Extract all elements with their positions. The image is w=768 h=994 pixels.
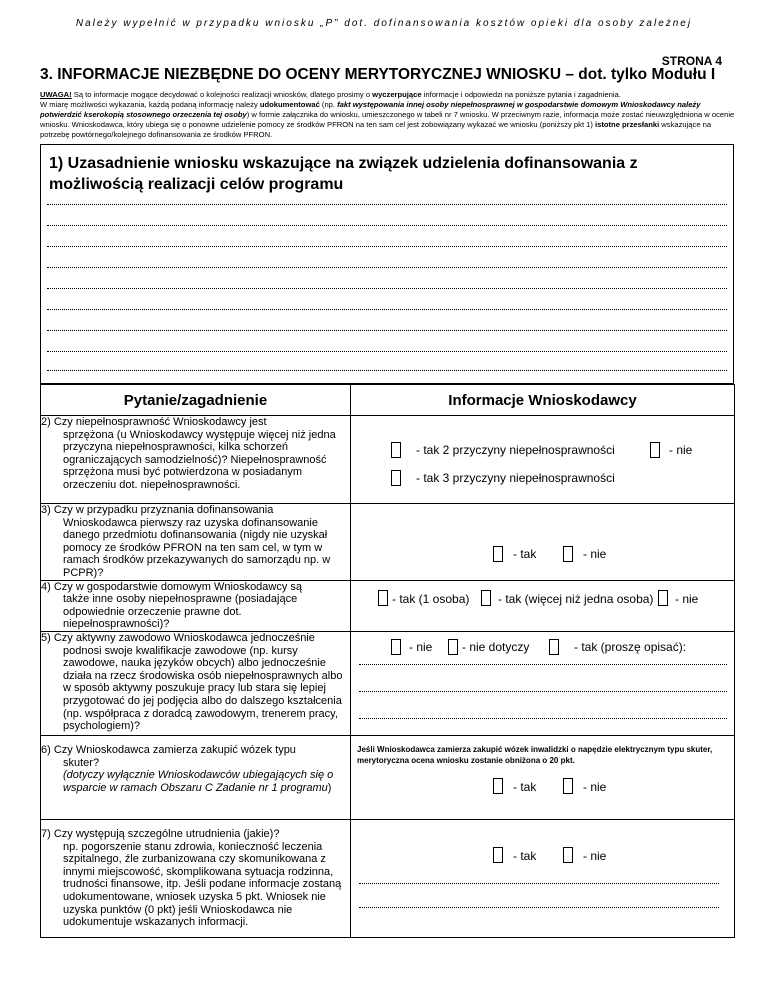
question-6: 6) Czy Wnioskodawca zamierza zakupić wózek typu skuter? (dotyczy wyłącznie Wnioskodawców ubiegających się o wsparcie w ramach Obszaru C Zadanie nr 1 programu): [41, 735, 351, 819]
page-number: STRONA 4: [661, 54, 722, 68]
questions-table: [40, 384, 735, 938]
justification-line[interactable]: [47, 350, 727, 352]
column-header-answer: Informacje Wnioskodawcy: [351, 385, 735, 416]
justification-line[interactable]: [47, 203, 727, 205]
question-2: 2) Czy niepełnosprawność Wnioskodawcy jest sprzężona (u Wnioskodawcy występuje więcej niż jedna przyczyna niepełnosprawności, kilka schorzeń ograniczających samodzielność)? Niepełnosprawność sprzężona musi być potwierdzona w posiadanym orzeczeniu dot. niepełnosprawności.: [41, 416, 351, 504]
scooter-warning: Jeśli Wnioskodawca zamierza zakupić wózek inwalidzki o napędzie elektrycznym typu skuter, merytoryczna ocena wniosku zostanie obniżona o 20 pkt.: [357, 744, 713, 765]
answer-2: - tak 2 przyczyny niepełnosprawności - nie - tak 3 przyczyny niepełnosprawności: [351, 416, 735, 504]
checkbox-q2-three-causes[interactable]: [391, 470, 401, 486]
checkbox-q4-no[interactable]: [658, 590, 668, 606]
form-instruction-note: Należy wypełnić w przypadku wniosku „P” dot. dofinansowania kosztów opieki dla osoby zależnej: [75, 18, 693, 29]
column-header-question: Pytanie/zagadnienie: [41, 385, 351, 416]
checkbox-q2-no[interactable]: [650, 442, 660, 458]
checkbox-q7-no[interactable]: [563, 847, 573, 863]
question-3: 3) Czy w przypadku przyznania dofinansowania Wnioskodawca pierwszy raz uzyska dofinansowanie danego przedmiotu dofinansowania (nigdy nie uzyskał pomocy ze środków PFRON na ten sam cel, w tym w ramach środków przekazywanych do samorządu np. w PCPR)?: [41, 504, 351, 581]
justification-line[interactable]: [47, 287, 727, 289]
justification-heading: 1) Uzasadnienie wniosku wskazujące na związek udzielenia dofinansowania z możliwością realizacji celów programu: [49, 155, 638, 193]
justification-line[interactable]: [47, 329, 727, 331]
justification-line[interactable]: [47, 369, 727, 371]
answer-5: - nie - nie dotyczy - tak (proszę opisać):: [351, 631, 735, 735]
checkbox-q5-yes[interactable]: [549, 639, 559, 655]
checkbox-q5-no[interactable]: [391, 639, 401, 655]
answer-7: - tak - nie: [351, 819, 735, 937]
checkbox-q4-one[interactable]: [378, 590, 388, 606]
answer-3: - tak - nie: [351, 504, 735, 581]
answer-4: - tak (1 osoba) - tak (więcej niż jedna osoba) - nie: [351, 580, 735, 631]
q7-description-line[interactable]: [359, 882, 719, 884]
checkbox-q6-yes[interactable]: [493, 778, 503, 794]
checkbox-q6-no[interactable]: [563, 778, 573, 794]
q7-description-line[interactable]: [359, 906, 719, 908]
question-4: 4) Czy w gospodarstwie domowym Wnioskodawcy są także inne osoby niepełnosprawne (posiadające odpowiednie orzeczenie prawne dot. niepełnosprawności)?: [41, 580, 351, 631]
q5-description-line[interactable]: [359, 690, 727, 692]
question-7: 7) Czy występują szczególne utrudnienia (jakie)? np. pogorszenie stanu zdrowia, konieczność leczenia szpitalnego, źle zurbanizowana czy skomunikowana z innymi miejscowość, skomplikowana sytuacja rodzinna, trudności finansowe, itp. Jeśli podane informacje zostaną udokumentowane, wniosek uzyska 5 pkt. Wniosek nie uzyska punktów (0 pkt) jeśli Wnioskodawca nie udokumentuje wskazanych informacji.: [41, 819, 351, 937]
justification-box: [40, 144, 734, 384]
justification-line[interactable]: [47, 308, 727, 310]
checkbox-q3-no[interactable]: [563, 546, 573, 562]
q5-description-line[interactable]: [359, 663, 727, 665]
question-5: 5) Czy aktywny zawodowo Wnioskodawca jednocześnie podnosi swoje kwalifikacje zawodowe (np. kursy zawodowe, nauka języków obcych) albo jednocześnie działa na rzecz środowiska osób niepełnosprawnych albo w sposób aktywny poszukuje pracy lub stara się lepiej przygotować do jej podjęcia albo do dalszego kształcenia (np. współpraca z doradcą zawodowym, trenerem pracy, psychologiem)?: [41, 631, 351, 735]
justification-line[interactable]: [47, 245, 727, 247]
q5-description-line[interactable]: [359, 717, 727, 719]
justification-line[interactable]: [47, 224, 727, 226]
checkbox-q7-yes[interactable]: [493, 847, 503, 863]
justification-line[interactable]: [47, 266, 727, 268]
checkbox-q2-two-causes[interactable]: [391, 442, 401, 458]
answer-6: Jeśli Wnioskodawca zamierza zakupić wózek inwalidzki o napędzie elektrycznym typu skuter, merytoryczna ocena wniosku zostanie obniżona o 20 pkt. - tak - nie: [351, 735, 735, 819]
checkbox-q4-more[interactable]: [481, 590, 491, 606]
section-title: 3. INFORMACJE NIEZBĘDNE DO OCENY MERYTORYCZNEJ WNIOSKU – dot. tylko Modułu I: [40, 66, 716, 83]
checkbox-q5-not-applicable[interactable]: [448, 639, 458, 655]
warning-paragraph: UWAGA! Są to informacje mogące decydować o kolejności realizacji wniosków, dlatego prosimy o wyczerpujące informacje i odpowiedzi na poniższe pytania i zagadnienia. W miarę możliwości wykazania, każdą podaną informację należy udokumentować (np. fakt występowania innej osoby niepełnosprawnej w gospodarstwie domowym Wnioskodawcy należy potwierdzić kserokopią stosownego orzeczenia tej osoby) w formie załącznika do wniosku, umieszczonego w tabeli nr 7 wniosku. W przeciwnym razie, informacja może zostać nieuwzględniona w ocenie wniosku. Wnioskodawca, który ubiega się o ponowne udzielenie pomocy ze środków PFRON na ten sam cel jest zobowiązany wykazać we wniosku (poniższy pkt 1) istotne przesłanki wskazujące na potrzebę powtórnego/kolejnego dofinansowania ze środków PFRON.: [40, 90, 735, 139]
checkbox-q3-yes[interactable]: [493, 546, 503, 562]
